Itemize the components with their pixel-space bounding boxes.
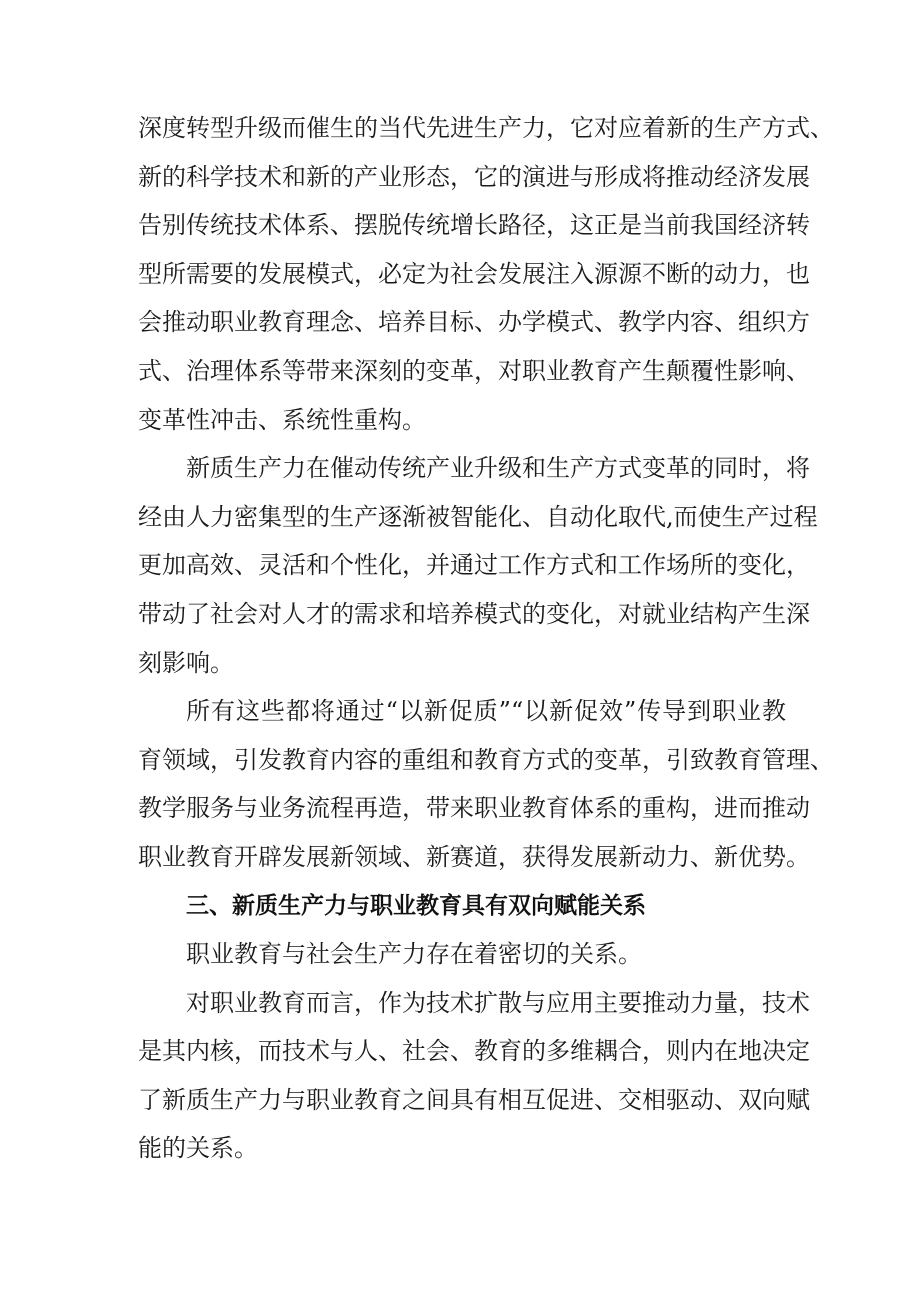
text-line: 深度转型升级而催生的当代先进生产力，它对应着新的生产方式、	[138, 114, 834, 142]
text-line: 型所需要的发展模式，必定为社会发展注入源源不断的动力，也	[138, 259, 810, 288]
paragraph-4	[138, 930, 786, 979]
text-line: 职业教育与社会生产力存在着密切的关系。	[186, 940, 642, 969]
paragraph-1	[138, 104, 834, 444]
text-line: 能的关系。	[138, 1134, 258, 1163]
text-line: 新质生产力在催动传统产业升级和生产方式变革的同时，将	[186, 454, 810, 483]
paragraph-5	[138, 979, 810, 1173]
document-body	[138, 104, 834, 1173]
text-line: 带动了社会对人才的需求和培养模式的变化，对就业结构产生深	[138, 599, 810, 628]
text-line: 经由人力密集型的生产逐渐被智能化、自动化取代,而使生产过程	[138, 502, 818, 531]
text-line: 式、治理体系等带来深刻的变革，对职业教育产生颠覆性影响、	[138, 356, 810, 385]
paragraph-3	[138, 687, 834, 881]
section-heading: 三、新质生产力与职业教育具有双向赋能关系	[186, 892, 646, 919]
text-line: 育领域，引发教育内容的重组和教育方式的变革，引致教育管理、	[138, 745, 834, 774]
text-line: 告别传统技术体系、摆脱传统增长路径，这正是当前我国经济转	[138, 211, 810, 240]
text-line: 所有这些都将通过“以新促质”“以新促效”传导到职业教	[186, 697, 786, 726]
text-line: 了新质生产力与职业教育之间具有相互促进、交相驱动、双向赋	[138, 1085, 810, 1114]
paragraph-2	[138, 444, 818, 687]
text-line: 职业教育开辟发展新领域、新赛道，获得发展新动力、新优势。	[138, 842, 810, 871]
text-line: 更加高效、灵活和个性化，并通过工作方式和工作场所的变化，	[138, 551, 810, 580]
text-line: 刻影响。	[138, 648, 234, 677]
text-line: 是其内核，而技术与人、社会、教育的多维耦合，则内在地决定	[138, 1037, 810, 1066]
text-line: 对职业教育而言，作为技术扩散与应用主要推动力量，技术	[186, 988, 810, 1017]
text-line: 新的科学技术和新的产业形态，它的演进与形成将推动经济发展	[138, 162, 810, 191]
text-line: 教学服务与业务流程再造，带来职业教育体系的重构，进而推动	[138, 794, 810, 823]
text-line: 变革性冲击、系统性重构。	[138, 405, 426, 434]
text-line: 会推动职业教育理念、培养目标、办学模式、教学内容、组织方	[138, 308, 810, 337]
